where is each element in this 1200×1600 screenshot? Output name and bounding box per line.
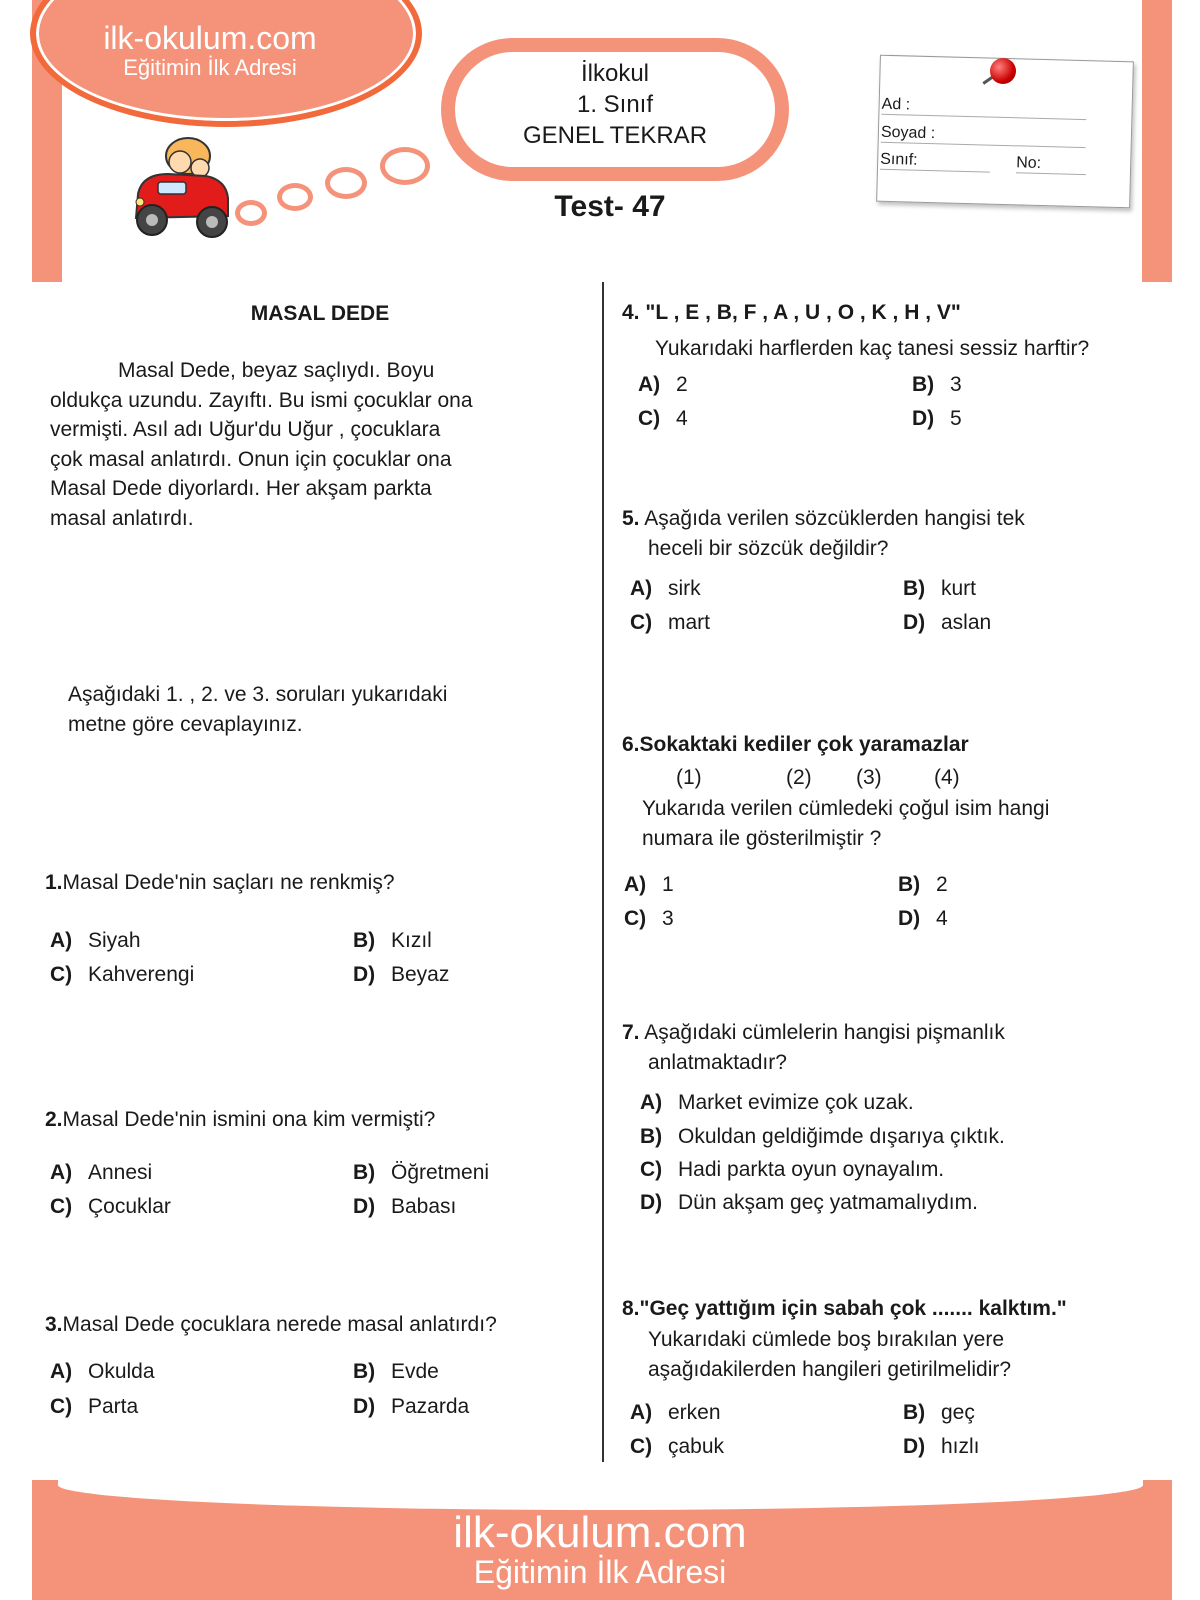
story-text bbox=[50, 356, 570, 533]
option-letter: A) bbox=[638, 373, 661, 396]
q7-option-a[interactable] bbox=[640, 1088, 914, 1118]
option-letter: D) bbox=[898, 907, 921, 930]
story-line: vermişti. Asıl adı Uğur'du Uğur , çocuklara bbox=[50, 418, 441, 441]
question-text: Aşağıda verilen sözcüklerden hangisi tek bbox=[644, 507, 1025, 530]
option-letter: B) bbox=[640, 1125, 663, 1148]
question-number: 4. bbox=[622, 301, 640, 324]
option-letter: D) bbox=[903, 1435, 926, 1458]
logo[interactable] bbox=[60, 20, 360, 81]
grade: 1. Sınıf bbox=[576, 91, 654, 118]
q4-option-a[interactable] bbox=[638, 370, 688, 400]
option-letter: A) bbox=[50, 929, 73, 952]
option-text: Kızıl bbox=[391, 929, 432, 952]
instruction-note bbox=[68, 680, 568, 740]
question-number: 5. bbox=[622, 507, 640, 530]
option-text: Market evimize çok uzak. bbox=[678, 1091, 914, 1114]
q3-option-a[interactable] bbox=[50, 1357, 155, 1387]
q2-option-d[interactable] bbox=[353, 1192, 456, 1222]
option-letter: D) bbox=[353, 1195, 376, 1218]
q4-option-d[interactable] bbox=[912, 404, 962, 434]
question-number: 6. bbox=[622, 733, 640, 756]
option-text: Hadi parkta oyun oynayalım. bbox=[678, 1158, 945, 1181]
option-text: Annesi bbox=[88, 1161, 153, 1184]
thought-bubble-dot bbox=[385, 152, 425, 180]
option-text: Siyah bbox=[88, 929, 141, 952]
name-label: Ad : bbox=[881, 95, 911, 114]
word-number-1: (1) bbox=[676, 766, 702, 789]
question-number: 8. bbox=[622, 1297, 640, 1320]
question-text: Aşağıdaki cümlelerin hangisi pişmanlık bbox=[644, 1021, 1005, 1044]
option-text: hızlı bbox=[941, 1435, 980, 1458]
story-line: Masal Dede diyorlardı. Her akşam parkta bbox=[50, 477, 432, 500]
story-line: Masal Dede, beyaz saçlıydı. Boyu bbox=[118, 359, 435, 382]
option-letter: A) bbox=[630, 1401, 653, 1424]
question-text: Masal Dede'nin ismini ona kim vermişti? bbox=[62, 1108, 436, 1131]
option-letter: A) bbox=[640, 1091, 663, 1114]
question-5-text-cont: heceli bir sözcük değildir? bbox=[648, 537, 889, 560]
question-8 bbox=[622, 1294, 1067, 1324]
option-text: Öğretmeni bbox=[391, 1161, 490, 1184]
option-letter: D) bbox=[903, 611, 926, 634]
question-5 bbox=[622, 504, 1025, 534]
option-text: Kahverengi bbox=[88, 963, 195, 986]
option-letter: C) bbox=[50, 1395, 73, 1418]
logo-slogan: Eğitimin İlk Adresi bbox=[123, 55, 297, 80]
option-letter: C) bbox=[638, 407, 661, 430]
class-label: Sınıf: bbox=[880, 150, 918, 169]
word-number-3: (3) bbox=[856, 766, 882, 789]
logo-site: ilk-okulum.com bbox=[103, 20, 317, 56]
option-letter: C) bbox=[640, 1158, 663, 1181]
option-letter: D) bbox=[912, 407, 935, 430]
car-cartoon-icon bbox=[128, 136, 238, 244]
q8-option-d[interactable] bbox=[903, 1432, 980, 1462]
q3-option-b[interactable] bbox=[353, 1357, 439, 1387]
q8-option-a[interactable] bbox=[630, 1398, 721, 1428]
thought-bubble-dot bbox=[240, 205, 262, 221]
q5-option-d[interactable] bbox=[903, 608, 991, 638]
option-text: aslan bbox=[941, 611, 992, 634]
option-text: Okulda bbox=[88, 1360, 155, 1383]
q7-option-b[interactable] bbox=[640, 1122, 1005, 1152]
note-line: metne göre cevaplayınız. bbox=[68, 713, 303, 736]
option-text: kurt bbox=[941, 577, 977, 600]
column-divider bbox=[602, 282, 604, 1462]
option-letter: C) bbox=[630, 611, 653, 634]
question-number: 2. bbox=[45, 1108, 63, 1131]
note-line: Aşağıdaki 1. , 2. ve 3. soruları yukarıdaki bbox=[68, 683, 448, 706]
question-number: 1. bbox=[45, 871, 63, 894]
option-text: Beyaz bbox=[391, 963, 450, 986]
option-letter: B) bbox=[353, 1161, 376, 1184]
title-block bbox=[455, 58, 775, 151]
word-number-4: (4) bbox=[934, 766, 960, 789]
question-7 bbox=[622, 1018, 1005, 1048]
option-letter: C) bbox=[50, 1195, 73, 1218]
option-letter: A) bbox=[50, 1360, 73, 1383]
q3-option-d[interactable] bbox=[353, 1392, 469, 1422]
option-text: mart bbox=[668, 611, 710, 634]
option-text: sirk bbox=[668, 577, 701, 600]
surname-field[interactable] bbox=[881, 124, 1086, 148]
option-letter: B) bbox=[903, 577, 926, 600]
question-6-text: Yukarıda verilen cümledeki çoğul isim hangi bbox=[642, 797, 1050, 820]
q2-option-b[interactable] bbox=[353, 1158, 489, 1188]
q5-option-a[interactable] bbox=[630, 574, 701, 604]
q1-option-c[interactable] bbox=[50, 960, 194, 990]
question-1 bbox=[45, 868, 395, 898]
story-line: masal anlatırdı. bbox=[50, 506, 194, 530]
option-text: Pazarda bbox=[391, 1395, 470, 1418]
school-level: İlkokul bbox=[580, 60, 650, 87]
option-text: Parta bbox=[88, 1395, 139, 1418]
name-field[interactable] bbox=[881, 96, 1086, 120]
q2-option-a[interactable] bbox=[50, 1158, 152, 1188]
push-pin-icon bbox=[990, 58, 1016, 84]
q1-option-b[interactable] bbox=[353, 926, 432, 956]
thought-bubble-dot bbox=[330, 172, 362, 194]
option-letter: D) bbox=[353, 963, 376, 986]
q1-option-a[interactable] bbox=[50, 926, 141, 956]
option-text: Dün akşam geç yatmamalıydım. bbox=[678, 1191, 978, 1214]
option-letter: C) bbox=[50, 963, 73, 986]
option-letter: C) bbox=[624, 907, 647, 930]
q4-option-b[interactable] bbox=[912, 370, 962, 400]
class-field[interactable] bbox=[880, 151, 990, 173]
question-sentence: "Geç yattığım için sabah çok ....... kalktım." bbox=[639, 1297, 1067, 1320]
option-letter: A) bbox=[624, 873, 647, 896]
q8-option-c[interactable] bbox=[630, 1432, 724, 1462]
option-text: 1 bbox=[662, 873, 674, 896]
option-letter: D) bbox=[640, 1191, 663, 1214]
option-letter: A) bbox=[630, 577, 653, 600]
question-number: 7. bbox=[622, 1021, 640, 1044]
subject: GENEL TEKRAR bbox=[522, 122, 708, 149]
option-text: 3 bbox=[950, 373, 962, 396]
q6-option-b[interactable] bbox=[898, 870, 948, 900]
question-number: 3. bbox=[45, 1313, 63, 1336]
number-field[interactable] bbox=[1016, 154, 1086, 175]
option-letter: B) bbox=[353, 929, 376, 952]
option-text: geç bbox=[941, 1401, 975, 1424]
option-letter: B) bbox=[903, 1401, 926, 1424]
option-letter: B) bbox=[898, 873, 921, 896]
q5-option-b[interactable] bbox=[903, 574, 976, 604]
story-line: çok masal anlatırdı. Onun için çocuklar ona bbox=[50, 447, 452, 471]
option-text: 2 bbox=[936, 873, 948, 896]
option-text: Evde bbox=[391, 1360, 439, 1383]
question-sentence: Sokaktaki kediler çok yaramazlar bbox=[639, 733, 969, 756]
q6-option-c[interactable] bbox=[624, 904, 674, 934]
q6-option-a[interactable] bbox=[624, 870, 674, 900]
q7-option-c[interactable] bbox=[640, 1155, 944, 1185]
q3-option-c[interactable] bbox=[50, 1392, 138, 1422]
option-text: erken bbox=[668, 1401, 721, 1424]
q7-option-d[interactable] bbox=[640, 1188, 978, 1218]
question-3 bbox=[45, 1310, 497, 1340]
question-letters: "L , E , B, F , A , U , O , K , H , V" bbox=[645, 301, 961, 324]
option-text: Çocuklar bbox=[88, 1195, 171, 1218]
story-title: MASAL DEDE bbox=[250, 302, 390, 325]
q6-option-d[interactable] bbox=[898, 904, 948, 934]
footer-logo[interactable] bbox=[0, 1508, 1200, 1591]
q4-option-c[interactable] bbox=[638, 404, 688, 434]
option-letter: B) bbox=[912, 373, 935, 396]
option-text: 4 bbox=[936, 907, 948, 930]
thought-bubble-dot bbox=[282, 188, 308, 206]
option-text: 3 bbox=[662, 907, 674, 930]
option-text: Babası bbox=[391, 1195, 457, 1218]
option-letter: D) bbox=[353, 1395, 376, 1418]
option-text: Okuldan geldiğimde dışarıya çıktık. bbox=[678, 1125, 1005, 1148]
option-text: 2 bbox=[676, 373, 688, 396]
question-text: Masal Dede çocuklara nerede masal anlatırdı? bbox=[62, 1313, 497, 1336]
option-text: çabuk bbox=[668, 1435, 725, 1458]
question-4 bbox=[622, 298, 961, 328]
question-2 bbox=[45, 1105, 435, 1135]
question-8-text-cont: aşağıdakilerden hangileri getirilmelidir? bbox=[648, 1358, 1012, 1381]
q8-option-b[interactable] bbox=[903, 1398, 975, 1428]
option-letter: B) bbox=[353, 1360, 376, 1383]
test-number: Test- 47 bbox=[554, 190, 666, 223]
footer-site: ilk-okulum.com bbox=[453, 1508, 747, 1557]
question-text: Masal Dede'nin saçları ne renkmiş? bbox=[62, 871, 395, 894]
surname-label: Soyad : bbox=[880, 123, 936, 143]
q1-option-d[interactable] bbox=[353, 960, 449, 990]
option-letter: A) bbox=[50, 1161, 73, 1184]
q2-option-c[interactable] bbox=[50, 1192, 171, 1222]
question-4-text: Yukarıdaki harflerden kaç tanesi sessiz harftir? bbox=[655, 337, 1090, 360]
option-letter: C) bbox=[630, 1435, 653, 1458]
number-label: No: bbox=[1015, 154, 1042, 172]
question-6 bbox=[622, 730, 969, 760]
word-number-2: (2) bbox=[786, 766, 812, 789]
question-8-text: Yukarıdaki cümlede boş bırakılan yere bbox=[648, 1328, 1005, 1351]
story-line: oldukça uzundu. Zayıftı. Bu ismi çocuklar ona bbox=[50, 388, 473, 412]
footer-slogan: Eğitimin İlk Adresi bbox=[473, 1554, 727, 1590]
question-7-text-cont: anlatmaktadır? bbox=[648, 1051, 787, 1074]
q5-option-c[interactable] bbox=[630, 608, 710, 638]
question-6-text-cont: numara ile gösterilmiştir ? bbox=[642, 827, 882, 850]
option-text: 4 bbox=[676, 407, 688, 430]
option-text: 5 bbox=[950, 407, 962, 430]
